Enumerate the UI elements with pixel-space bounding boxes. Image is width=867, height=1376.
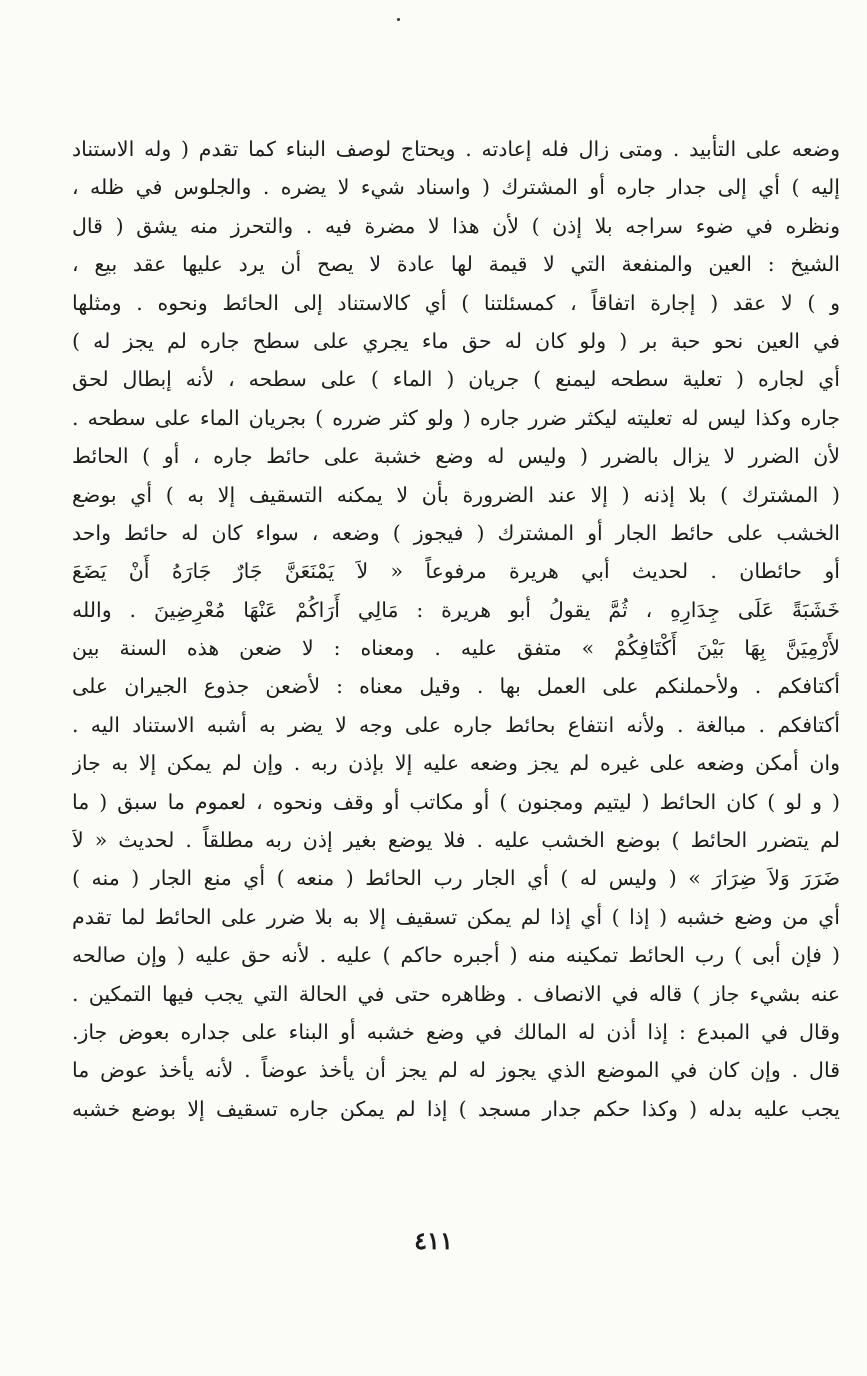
text-line-21: أي من وضع خشبه ( إذا ) أي إذا لم يمكن تسقيف إلا به بلا ضرر على الحائط لما تقدم xyxy=(72,904,840,929)
text-line-26: يجب عليه بدله ( وكذا حكم جدار مسجد ) إذا لم يمكن جاره تسقيف إلا بوضع خشبه xyxy=(72,1096,840,1121)
text-line-4: الشيخ : العين والمنفعة التي لا قيمة لها عادة لا يصح أن يرد عليها عقد بيع ، xyxy=(72,252,840,277)
text-line-19: لم يتضرر الحائط ) بوضع الخشب عليه . فلا يوضع بغير إذن ربه مطلقاً . لحديث « لاَ xyxy=(72,828,840,853)
text-line-6: في العين نحو حبة بر ( ولو كان له حق ماء يجري على سطح جاره لم يجز له ) xyxy=(72,328,840,353)
text-line-12: أو حائطان . لحديث أبي هريرة مرفوعاً « لاَ يَمْنَعَنَّ جَارٌ جَارَهُ أَنْ يَضَعَ xyxy=(72,559,840,584)
text-line-9: لأن الضرر لا يزال بالضرر ( وليس له وضع خشبة على حائط جاره ، أو ) الحائط xyxy=(72,444,840,469)
text-line-3: ونظره في ضوء سراجه بلا إذن ) لأن هذا لا مضرة فيه . والتحرز منه يشق ( قال xyxy=(72,213,840,238)
page-number: ٤١١ xyxy=(414,1226,453,1255)
text-line-16: أكتافكم . مبالغة . ولأنه انتفاع بحائط جاره على وجه لا يضر به أشبه الاستناد اليه . xyxy=(72,712,840,737)
text-line-13: خَشَبَةً عَلَى جِدَارِهِ ، ثُمَّ يقولُ أبو هريرة : مَالِي أَرَاكُمْ عَنْهَا مُعْرِضِينَ . والله xyxy=(72,597,840,622)
text-line-25: قال . وإن كان في الموضع الذي يجوز له لم يجز أن يأخذ عوضاً . لأنه يأخذ عوض ما xyxy=(72,1058,840,1083)
text-line-11: الخشب على حائط الجار أو المشترك ( فيجوز ) وضعه ، سواء كان له حائط واحد xyxy=(72,520,840,545)
text-line-23: عنه بشيء جاز ) قاله في الانصاف . وظاهره حتى في الحالة التي يجب فيها التمكين . xyxy=(72,981,840,1006)
ink-speck xyxy=(397,18,400,21)
text-line-2: إليه ) أي إلى جدار جاره أو المشترك ( واسناد شيء لا يضره . والجلوس في ظله ، xyxy=(72,175,840,200)
body-text xyxy=(72,130,840,1128)
text-line-20: ضَرَرَ وَلاَ ضِرَارَ » ( وليس له ) أي الجار رب الحائط ( منعه ) أي منع الجار ( منه ) xyxy=(72,866,840,891)
text-line-22: ( فإن أبى ) رب الحائط تمكينه منه ( أجبره حاكم ) عليه . لأنه حق عليه ( وإن صالحه xyxy=(72,943,840,968)
text-line-17: وان أمكن وضعه على غيره لم يجز وضعه عليه إلا بإذن ربه . وإن لم يمكن إلا به جاز xyxy=(72,751,840,776)
text-line-15: أكتافكم . ولأحملنكم على العمل بها . وقيل معناه : لأضعن جذوع الجيران على xyxy=(72,674,840,699)
text-line-24: وقال في المبدع : إذا أذن له المالك في وضع خشبه أو البناء على جداره بعوض جاز. xyxy=(72,1019,840,1044)
text-line-18: ( و لو ) كان الحائط ( ليتيم ومجنون ) أو مكاتب أو وقف ونحوه ، لعموم ما سبق ( ما xyxy=(72,789,840,814)
text-line-8: جاره وكذا ليس له تعليته ليكثر ضرر جاره ( ولو كثر ضرره ) بجريان الماء على سطحه . xyxy=(72,405,840,430)
text-line-7: أي لجاره ( تعلية سطحه ليمنع ) جريان ( الماء ) على سطحه ، لأنه إبطال لحق xyxy=(72,367,840,392)
text-line-10: ( المشترك ) بلا إذنه ( إلا عند الضرورة بأن لا يمكنه التسقيف إلا به ) أي بوضع xyxy=(72,482,840,507)
text-line-14: لأَرْمِيَنَّ بِهَا بَيْنَ أَكْتَافِكُمْ » متفق عليه . ومعناه : لا ضعن هذه السنة بين xyxy=(72,636,840,661)
text-line-5: و ) لا عقد ( إجارة اتفاقاً ، كمسئلتنا ) أي كالاستناد إلى الحائط ونحوه . ومثلها xyxy=(72,290,840,315)
text-line-1: وضعه على التأبيد . ومتى زال فله إعادته . ويحتاج لوصف البناء كما تقدم ( وله الاستناد xyxy=(72,137,840,161)
